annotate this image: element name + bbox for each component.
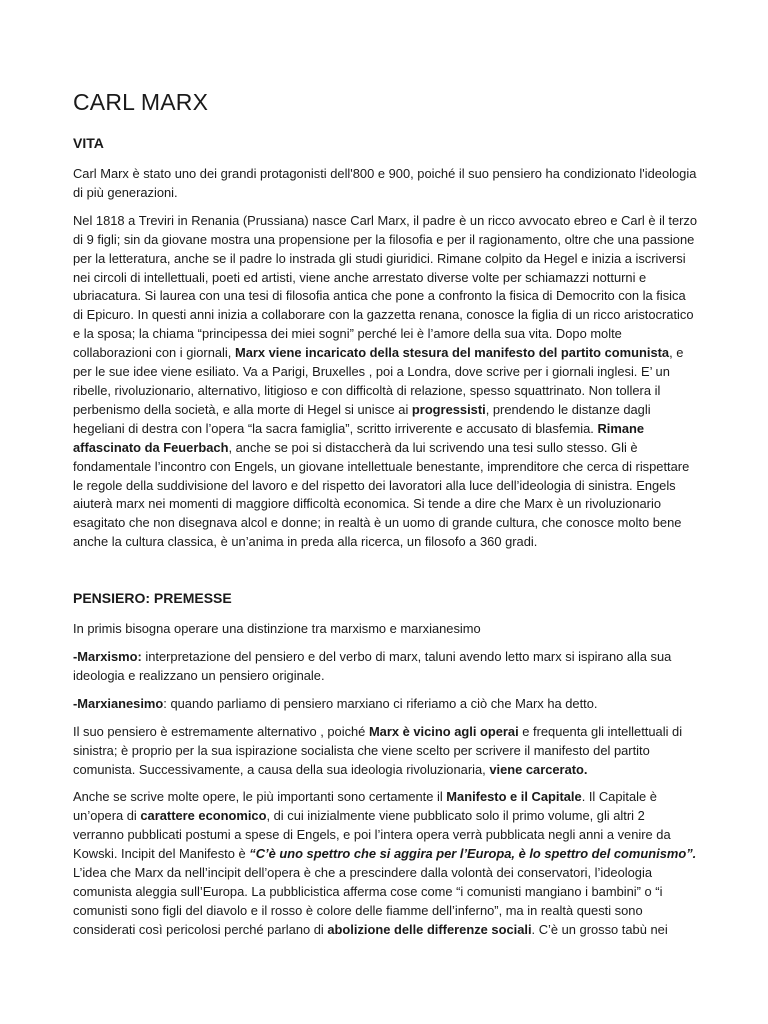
text-run: Il suo pensiero è estremamente alternativo , poiché: [73, 723, 369, 739]
bold-run: viene carcerato.: [489, 761, 588, 777]
bold-run: progressisti: [411, 401, 486, 417]
bold-italic-quote: “C’è uno spettro che si aggira per l’Europa, è lo spettro del comunismo”.: [249, 846, 697, 862]
bold-run: carattere economico: [140, 808, 267, 824]
text-run: , di cui inizialmente viene pubblicato solo il primo volume, gli altri 2 verranno pubblicati postumi a spese di Engels, e poi l’intera opera verrà pubblicata negli anni a venire da Kowski. Incipit del Manifesto è: [73, 808, 671, 862]
vita-intro-paragraph: Carl Marx è stato uno dei grandi protagonisti dell'800 e 900, poiché il suo pensiero ha condizionato l'ideologia di più generazioni.: [73, 166, 697, 200]
text-run: . C’è un grosso tabù nei: [531, 921, 668, 937]
document-page: [73, 86, 698, 949]
text-run: , e per le sue idee viene esiliato. Va a Parigi, Bruxelles , poi a Londra, dove scrive per i giornali inglesi. E’ un ribelle, rivoluzionario, alternativo, litigioso e con difficoltà di relazione, spesso squattrinato. Non tollera il perbenismo della società, e alla morte di Hegel si unisce ai: [73, 345, 684, 417]
marxianesimo-definition: [73, 695, 698, 714]
text-run: Anche se scrive molte opere, le più importanti sono certamente il: [73, 789, 447, 805]
bold-run: -Marxismo:: [73, 649, 142, 665]
pensiero-intro-paragraph: In primis bisogna operare una distinzione tra marxismo e marxianesimo: [73, 621, 481, 637]
text-run: , prendendo le distanze dagli hegeliani di destra con l’opera “la sacra famiglia”, scritto irriverente e accusato di blasfemia.: [73, 401, 651, 436]
text-run: , anche se poi si distaccherà da lui scrivendo una tesi sullo stesso. Gli è fondamentale l’incontro con Engels, un giovane intellettuale benestante, imprenditore che cerca di rispettare le regole della suddivisione del lavoro e del rispetto dei lavoratori alla luce dell’ideologia di sinistra. Engels aiuterà marx nei momenti di maggiore difficoltà economica. Si tende a dire che Marx è un rivoluzionario esagitato che non disegnava alcol e donne; in realtà è un uomo di grande cultura, che conosce molto bene anche la cultura classica, è un’anima in preda alla ricerca, un filosofo a 360 gradi.: [73, 439, 690, 550]
section-spacer: [73, 561, 698, 589]
bold-run: Manifesto e il Capitale: [446, 789, 582, 805]
pensiero-alternativo-paragraph: [73, 723, 698, 780]
document-title: CARL MARX: [73, 89, 209, 115]
marxismo-definition: [73, 648, 698, 686]
bold-run: -Marxianesimo: [73, 695, 164, 711]
opere-paragraph: [73, 788, 698, 939]
bold-run: Rimane affascinato da Feuerbach: [73, 420, 645, 455]
bold-run: Marx viene incaricato della stesura del manifesto del partito comunista: [234, 345, 670, 361]
text-run: Nel 1818 a Treviri in Renania (Prussiana) nasce Carl Marx, il padre è un ricco avvocato ebreo e Carl è il terzo di 9 figli; sin da giovane mostra una propensione per la filosofia e per il ragionamento, oltre che una passione per la letteratura, anche se il padre lo instrada gli studi giuridici. Rimane colpito da Hegel e inizia a iscriversi nei circoli di intellettuali, poeti ed artisti, viene anche arrestato diverse volte per schiamazzi notturni e ubriacatura. Si laurea con una tesi di filosofia antica che pone a confronto la fisica di Democrito con la fisica di Epicuro. In questi anni inizia a collaborare con la gazzetta renana, conosce la figlia di un ricco aristocratico e la sposa; la chiama “principessa dei miei sogni” perché lei è l’amore della sua vita. Dopo molte collaborazioni con i giornali,: [73, 212, 698, 361]
text-run: L’idea che Marx da nell’incipit dell’opera è che a prescindere dalla volontà dei conservatori, l’ideologia comunista aleggia sull’Europa. La pubblicistica afferma cose come “i comunisti mangiano i bambini” o “i comunisti sono figli del diavolo e il rosso è colore delle fiamme dell’inferno”, ma in realtà questi sono considerati così pericolosi perché parlano di: [73, 865, 663, 937]
text-run: interpretazione del pensiero e del verbo di marx, taluni avendo letto marx si ispirano alla sua ideologia e realizzano un pensiero originale.: [73, 649, 672, 683]
vita-bio-paragraph: [73, 212, 698, 552]
bold-run: abolizione delle differenze sociali: [327, 921, 532, 937]
text-run: : quando parliamo di pensiero marxiano ci riferiamo a ciò che Marx ha detto.: [163, 695, 598, 711]
text-run: e frequenta gli intellettuali di sinistra; è proprio per la sua ispirazione socialista che viene scelto per scrivere il manifesto del partito comunista. Successivamente, a causa della sua ideologia rivoluzionaria,: [73, 723, 683, 777]
section-heading-pensiero: PENSIERO: PREMESSE: [73, 590, 232, 607]
section-heading-vita: VITA: [73, 135, 104, 151]
bold-run: Marx è vicino agli operai: [368, 723, 519, 739]
text-run: . Il Capitale è un’opera di: [73, 789, 657, 824]
